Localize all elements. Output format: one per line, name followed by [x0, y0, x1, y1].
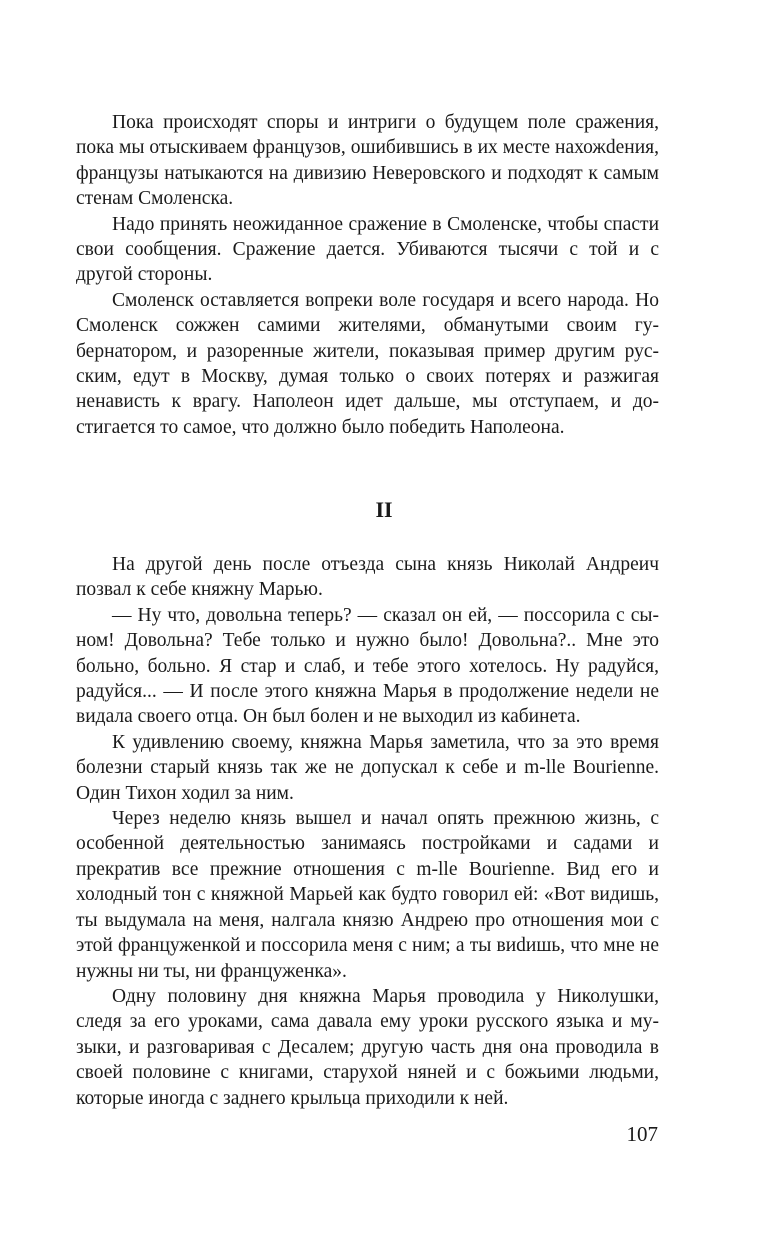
paragraph: К удивлению своему, княжна Марья заметила, что за это время болезни старый князь так же не допускал к себе и m-lle Bourienne. Один Тихон ходил за ним.	[76, 731, 659, 804]
chapter-heading: II	[375, 497, 393, 522]
page-number: 107	[626, 1122, 658, 1146]
section-one-text	[76, 110, 659, 440]
paragraph: На другой день после отъезда сына князь Николай Андреич позвал к себе княжну Марью.	[76, 554, 659, 601]
paragraph: Одну половину дня княжна Марья проводила у Николушки, следя за его уроками, сама давала ему уроки русского языка и музыки, и разговаривая с Десалем; другую часть дня она проводила в своей половине с книгами, старухой няней и с божьими людьми, которые иногда с заднего крыльца приходили к ней.	[76, 985, 659, 1109]
section-two-text	[76, 552, 659, 1111]
paragraph: Через неделю князь вышел и начал опять прежнюю жизнь, с особенной деятельностью занимаясь постройками и садами и прекратив все прежние отношения с m-lle Bourienne. Вид его и холодный тон с княжной Марьей как будто говорил ей: «Вот видишь, ты выдумала на меня, налгала князю Андрею про отношения мои с этой француженкой и поссорила меня с ним; а ты виdишь, что мне не нужны ни ты, ни француженка».	[76, 808, 659, 982]
paragraph: Смоленск оставляется вопреки воле государя и всего народа. Но Смоленск сожжен самими жителями, обманутыми своим губернатором, и разоренные жители, показывая пример другим русским, едут в Москву, думая только о своих потерях и разжигая ненависть к врагу. Наполеон идет дальше, мы отступаем, и достигается то самое, что должно было победить Наполеона.	[76, 289, 659, 438]
paragraph: Пока происходят споры и интриги о будущем поле сражения, пока мы отыскиваем французов, ошибившись в их месте нахожdения, французы натыкаются на дивизию Неверовского и подходят к самым стенам Смоленска.	[76, 112, 659, 210]
paragraph: — Ну что, довольна теперь? — сказал он ей, — поссорила с сыном! Довольна? Тебе только и нужно было! Довольна?.. Мне это больно, больно. Я стар и слаб, и тебе этого хотелось. Ну радуйся, радуйся... — И после этого княжна Марья в продолжение недели не видала своего отца. Он был болен и не выходил из кабинета.	[76, 604, 659, 728]
paragraph: Надо принять неожиданное сражение в Смоленске, чтобы спасти свои сообщения. Сражение дается. Убиваются тысячи с той и с другой стороны.	[76, 213, 659, 286]
